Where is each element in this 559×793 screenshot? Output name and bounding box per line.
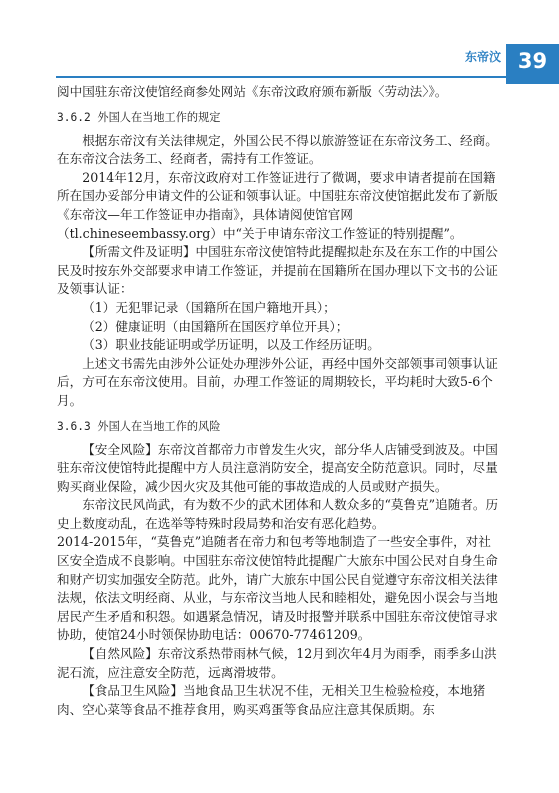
list-item-document-3: （3）职业技能证明或学历证明，以及工作经历证明。 (82, 337, 380, 353)
paragraph-visa-rule: 根据东帝汶有关法律规定，外国公民不得以旅游签证在东帝汶务工、经商。在东帝汶合法务工、经商者，需持有工作签证。 (57, 132, 498, 167)
paragraph-martial-groups: 东帝汶民风尚武，有为数不少的武术团体和人数众多的“莫鲁克”追随者。历史上数度动乱，在选举等特殊时段局势和治安有恶化趋势。 (57, 497, 499, 531)
section-heading-3-6-3: 3.6.3 外国人在当地工作的风险 (57, 419, 221, 433)
paragraph-security-incidents: 2014-2015年，“莫鲁克”追随者在帝力和包考等地制造了一些安全事件，对社区安全造成不良影响。中国驻东帝汶使馆特此提醒广大旅东中国公民对自身生命和财产切实加强安全防范。此外，请广大旅东中国公民自觉遵守东帝汶相关法律法规，依法文明经商、从业，与东帝汶当地人民和睦相处，避免因小误会与当地居民产生矛盾和积怨。如遇紧急情况，请及时报警并联系中国驻东帝汶使馆寻求协助，使馆24小时领保协助电话：00670-77461209。 (57, 534, 498, 643)
paragraph-required-documents: 【所需文件及证明】中国驻东帝汶使馆特此提醒拟赴东及在东工作的中国公民及时按东外交部要求申请工作签证，并提前在国籍所在国办理以下文书的公证及领事认证： (57, 244, 498, 297)
section-heading-3-6-2: 3.6.2 外国人在当地工作的规定 (57, 110, 221, 124)
paragraph-intro: 阅中国驻东帝汶使馆经商参处网站《东帝汶政府颁布新版〈劳动法〉》。 (57, 84, 448, 99)
list-item-document-1: （1）无犯罪记录（国籍所在国户籍地开具）； (82, 299, 336, 315)
page-number: 39 (517, 49, 548, 73)
paragraph-natural-risk: 【自然风险】东帝汶系热带雨林气候，12月到次年4月为雨季，雨季多山洪泥石流，应注意安全防范，远离滑坡带。 (57, 646, 497, 680)
paragraph-safety-risk: 【安全风险】东帝汶首都帝力市曾发生火灾，部分华人店铺受到波及。中国驻东帝汶使馆特此提醒中方人员注意消防安全，提高安全防范意识。同时，尽量购买商业保险，减少因火灾及其他可能的事故造成的人员或财产损失。 (57, 441, 498, 494)
paragraph-visa-adjustment: 2014年12月，东帝汶政府对工作签证进行了微调，要求申请者提前在国籍所在国办妥部分申请文件的公证和领事认证。中国驻东帝汶使馆据此发布了新版《东帝汶—年工作签证申办指南》，具体请阅使馆官网（tl.chineseembassy.org）中“关于申请东帝汶工作签证的特别提醒”。 (57, 169, 498, 241)
running-header-country: 东帝汶 (464, 50, 501, 64)
header-rule (56, 76, 506, 78)
page-content (57, 83, 503, 719)
paragraph-notarization: 上述文书需先由涉外公证处办理涉外公证，再经中国外交部领事司领事认证后，方可在东帝汶使用。目前，办理工作签证的周期较长，平均耗时大致5-6个月。 (57, 355, 498, 408)
list-item-document-2: （2）健康证明（由国籍所在国医疗单位开具）； (82, 318, 349, 334)
paragraph-food-risk: 【食品卫生风险】当地食品卫生状况不佳，无相关卫生检验检疫，本地猪肉、空心菜等食品不推荐食用，购买鸡蛋等食品应注意其保质期。东 (57, 683, 486, 717)
